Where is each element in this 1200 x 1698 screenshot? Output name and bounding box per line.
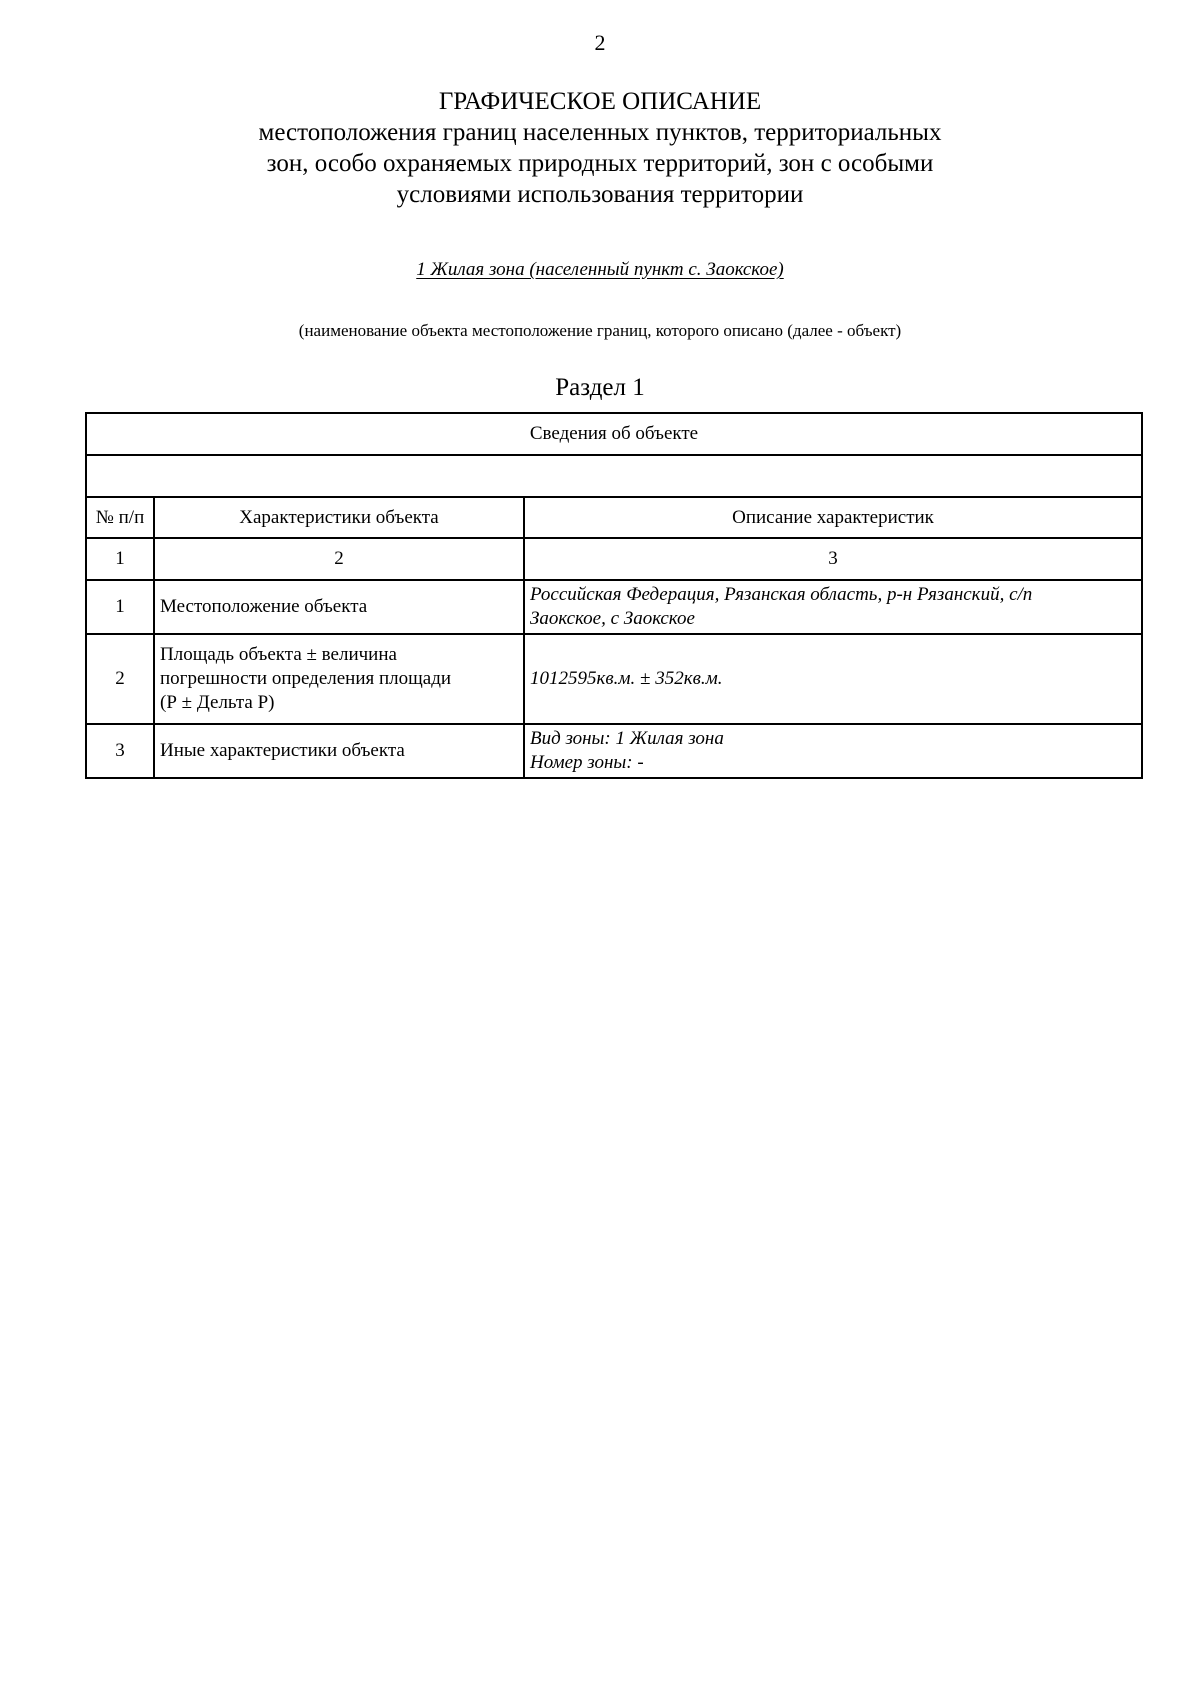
description-line: Российская Федерация, Рязанская область, р-н Рязанский, с/п bbox=[530, 584, 1033, 605]
row-characteristic bbox=[154, 580, 524, 634]
title-line: зон, особо охраняемых природных территорий, зон с особыми bbox=[266, 150, 934, 177]
description-line: Вид зоны: 1 Жилая зона bbox=[530, 728, 724, 749]
object-name-text: 1 Жилая зона (населенный пункт с. Заокское) bbox=[416, 259, 784, 280]
characteristic-line: Иные характеристики объекта bbox=[160, 740, 405, 761]
page-number: 2 bbox=[594, 30, 606, 55]
title-line: ГРАФИЧЕСКОЕ ОПИСАНИЕ bbox=[438, 88, 762, 115]
description-line: Заокское, с Заокское bbox=[530, 608, 695, 629]
column-header-description: Описание характеристик bbox=[524, 497, 1142, 538]
table-row bbox=[86, 634, 1142, 724]
object-name bbox=[0, 258, 1200, 282]
row-description bbox=[524, 634, 1142, 724]
object-name-caption: (наименование объекта местоположение границ, которого описано (далее - объект) bbox=[298, 321, 902, 340]
row-description bbox=[524, 580, 1142, 634]
column-index: 2 bbox=[154, 538, 524, 580]
title-line: местоположения границ населенных пунктов, территориальных bbox=[258, 119, 942, 146]
row-number: 2 bbox=[86, 634, 154, 724]
section-title: Раздел 1 bbox=[555, 374, 645, 401]
characteristic-line: погрешности определения площади bbox=[160, 668, 452, 689]
row-characteristic bbox=[154, 634, 524, 724]
column-header-number: № п/п bbox=[86, 497, 154, 538]
column-index-row bbox=[86, 538, 1142, 580]
row-characteristic bbox=[154, 724, 524, 778]
column-header-row bbox=[86, 497, 1142, 538]
table-header-row bbox=[86, 413, 1142, 455]
column-header-characteristic: Характеристики объекта bbox=[154, 497, 524, 538]
title-line: условиями использования территории bbox=[396, 181, 804, 208]
characteristic-line: Местоположение объекта bbox=[160, 596, 368, 617]
characteristic-line: (Р ± Дельта Р) bbox=[160, 692, 275, 713]
table-row bbox=[86, 724, 1142, 778]
characteristic-line: Площадь объекта ± величина bbox=[160, 644, 397, 665]
table-empty-row bbox=[86, 455, 1142, 497]
column-index: 1 bbox=[86, 538, 154, 580]
table-row bbox=[86, 580, 1142, 634]
document-title bbox=[0, 86, 1200, 210]
description-line: 1012595кв.м. ± 352кв.м. bbox=[530, 668, 723, 689]
object-info-table bbox=[85, 412, 1143, 779]
description-line: Номер зоны: - bbox=[530, 752, 644, 773]
row-description bbox=[524, 724, 1142, 778]
row-number: 3 bbox=[86, 724, 154, 778]
row-number: 1 bbox=[86, 580, 154, 634]
column-index: 3 bbox=[524, 538, 1142, 580]
table-empty-cell bbox=[86, 455, 1142, 497]
table-header: Сведения об объекте bbox=[86, 413, 1142, 455]
